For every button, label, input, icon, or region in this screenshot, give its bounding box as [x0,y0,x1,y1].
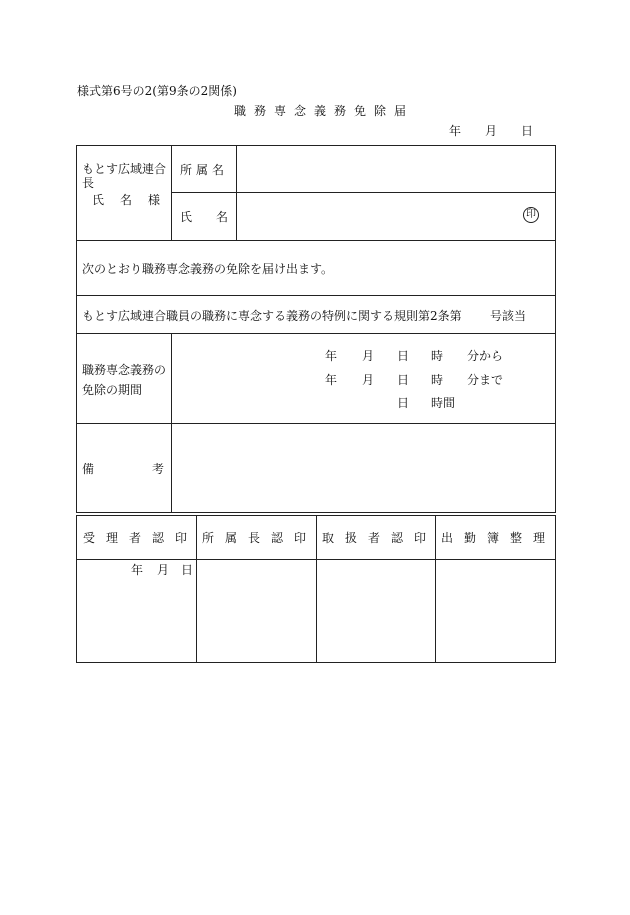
page-title: 職務専念義務免除届 [234,104,415,118]
section-chief-stamp-cell[interactable] [200,563,312,660]
period-from-day: 日 [397,349,410,363]
divider [76,423,556,424]
seal-mark: 印 [523,207,539,223]
approval-header-attendance: 出勤簿整理 [441,531,557,545]
period-to-minute: 分まで [467,373,504,387]
divider [171,333,172,513]
addressee-name-label: 氏 名 様 [92,193,163,207]
period-total-hours: 時間 [431,396,456,410]
period-field[interactable] [176,338,552,418]
period-to-day: 日 [397,373,410,387]
date-day-label: 日 [521,124,534,138]
receiver-stamp-cell[interactable] [80,580,192,660]
name-label: 氏 名 [180,210,229,224]
name-field[interactable] [240,196,516,236]
dept-field[interactable] [240,150,552,188]
period-from-year: 年 [325,349,338,363]
remarks-label-b: 考 [152,462,165,476]
date-year-label: 年 [449,124,462,138]
period-from-hour: 時 [431,349,444,363]
approval-header-handler: 取扱者認印 [322,531,438,545]
rule-text: もとす広域連合職員の職務に専念する義務の特例に関する規則第2条第 [82,309,462,323]
approval-header-receiver: 受理者認印 [83,531,199,545]
period-to-year: 年 [325,373,338,387]
divider [76,295,556,296]
attendance-cell[interactable] [439,563,552,660]
handler-stamp-cell[interactable] [320,563,431,660]
period-total-days: 日 [397,396,410,410]
addressee-org: もとす広域連合長 [82,162,167,190]
form-number: 様式第6号の2(第9条の2関係) [77,84,237,98]
remarks-label-a: 備 [82,462,95,476]
period-from-minute: 分から [467,349,504,363]
divider [76,333,556,334]
period-from-month: 月 [362,349,375,363]
receipt-date-day: 日 [181,563,194,577]
period-label: 職務専念義務の免除の期間 [82,363,167,397]
receipt-date-month: 月 [157,563,170,577]
date-month-label: 月 [485,124,498,138]
divider [171,192,556,193]
receipt-date-year: 年 [131,563,144,577]
dept-label: 所属名 [180,163,229,177]
period-to-hour: 時 [431,373,444,387]
remarks-field[interactable] [176,428,552,508]
statement-text: 次のとおり職務専念義務の免除を届け出ます。 [82,262,334,276]
rule-suffix: 号該当 [490,309,527,323]
divider [76,240,556,241]
approval-header-section-chief: 所属長認印 [202,531,318,545]
rule-number-field[interactable] [456,303,486,325]
period-to-month: 月 [362,373,375,387]
